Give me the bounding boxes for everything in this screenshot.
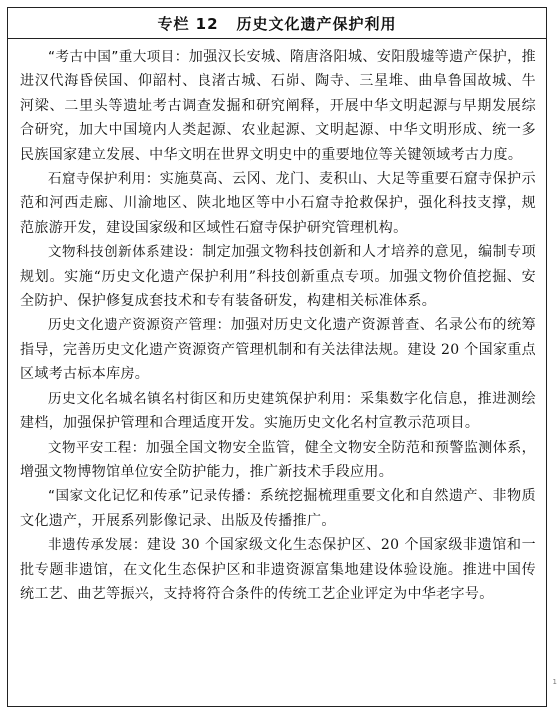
paragraph-lead: 历史文化名城名镇名村街区和历史建筑保护利用： (48, 390, 361, 407)
paragraph-text: 加强全国文物安全监管，健全文物安全防范和预警监测体系，增强文物博物馆单位安全防护能力，推广新技术手段应用。 (20, 439, 536, 480)
box-body (8, 39, 546, 606)
paragraph-text: 制定加强文物科技创新和人才培养的意见，编制专项规划。实施“历史文化遗产保护利用”科技创新重点专项。加强文物价值挖掘、安全防护、保护修复成套技术和专有装备研发，构建相关标准体系。 (20, 244, 536, 310)
paragraph-relic-safety (20, 436, 536, 485)
paragraph-lead: “国家文化记忆和传承”记录传播： (48, 488, 260, 505)
paragraph-tech-innovation (20, 240, 536, 313)
paragraph-text: 系统挖掘梳理重要文化和自然遗产、非物质文化遗产，开展系列影像记录、出版及传播推广。 (20, 488, 536, 529)
paragraph-archaeology-china (20, 45, 536, 167)
feature-box (7, 7, 547, 707)
paragraph-asset-management (20, 313, 536, 386)
paragraph-grotto-protection (20, 167, 536, 240)
paragraph-text: 加强对历史文化遗产资源普查、名录公布的统筹指导，完善历史文化遗产资源资产管理机制和有关法律法规。建设 20 个国家重点区域考古标本库房。 (20, 317, 537, 383)
paragraph-text: 采集数字化信息，推进测绘建档，加强保护管理和合理适度开发。实施历史文化名村宣教示范项目。 (20, 390, 537, 432)
paragraph-historic-cities (20, 387, 536, 436)
box-label: 专栏 12 (157, 14, 219, 33)
paragraph-text: 建设 30 个国家级文化生态保护区、20 个国家级非遗馆和一批专题非遗馆，在文化生态保护区和非遗资源富集地建设体验设施。推进中国传统工艺、曲艺等振兴，支持将符合条件的传统工艺企业评定为中华老字号。 (20, 537, 536, 602)
paragraph-cultural-memory (20, 484, 536, 533)
box-title: 历史文化遗产保护利用 (236, 14, 397, 33)
paragraph-lead: 非遗传承发展： (48, 537, 148, 554)
paragraph-lead: 石窟寺保护利用： (48, 171, 160, 188)
paragraph-text: 加强汉长安城、隋唐洛阳城、安阳殷墟等遗产保护，推进汉代海昏侯国、仰韶村、良渚古城、石峁、陶寺、三星堆、曲阜鲁国故城、牛河梁、二里头等遗址考古调查发掘和研究阐释，开展中华文明起源与早期发展综合研究，加大中国境内人类起源、农业起源、文明起源、中华文明形成、统一多民族国家建立发展、中华文明在世界文明史中的重要地位等关键领域考古力度。 (20, 49, 536, 163)
box-header (8, 8, 546, 39)
page-mark: 1 (552, 678, 557, 686)
paragraph-lead: “考古中国”重大项目： (48, 49, 189, 65)
paragraph-intangible-heritage (20, 533, 536, 606)
paragraph-text: 实施莫高、云冈、龙门、麦积山、大足等重要石窟寺保护示范和河西走廊、川渝地区、陕北地区等中小石窟寺抢救保护，强化科技支撑，规范旅游开发，建设国家级和区域性石窟寺保护研究管理机构。 (20, 171, 536, 236)
paragraph-lead: 文物平安工程： (48, 439, 146, 456)
paragraph-lead: 文物科技创新体系建设： (48, 244, 203, 261)
paragraph-lead: 历史文化遗产资源资产管理： (48, 317, 231, 334)
